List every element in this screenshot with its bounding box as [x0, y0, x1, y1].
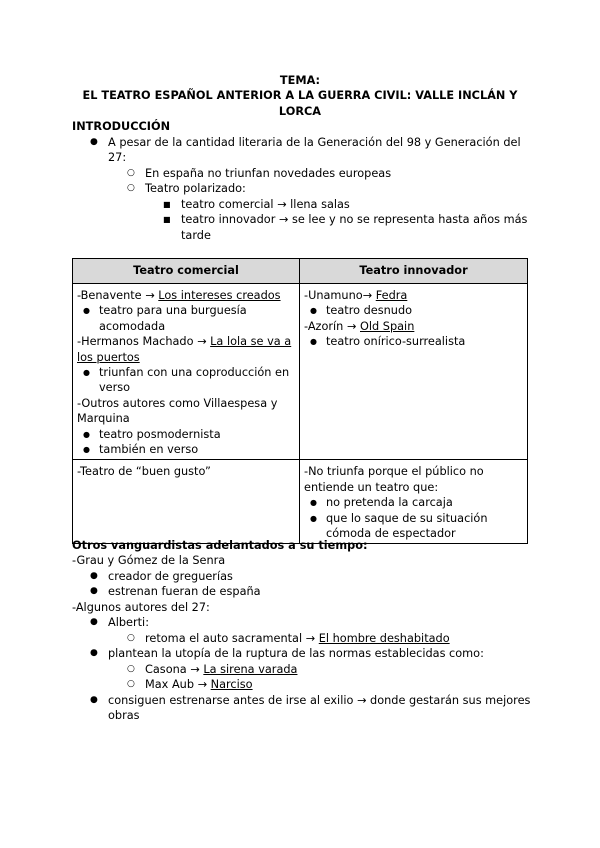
unamuno-work: Fedra: [375, 289, 408, 302]
table-cell-comercial: [73, 284, 300, 460]
doc-title-line1: EL TEATRO ESPAÑOL ANTERIOR A LA GUERRA CIVIL: VALLE INCLÁN Y: [82, 89, 518, 102]
bullet-dot-icon: ●: [310, 498, 317, 508]
unamuno-line: -Unamuno→ Fedra: [304, 289, 408, 302]
bullet-circle-icon: ○: [127, 183, 135, 193]
bullet-circle-icon: ○: [127, 633, 135, 643]
otros-line2: Marquina: [77, 412, 130, 426]
vanguard-alberti-sub: retoma el auto sacramental → El hombre deshabitado: [145, 632, 450, 645]
intro-subsub1: teatro comercial → llena salas: [181, 198, 350, 211]
vanguard-consiguen-line1: consiguen estrenarse antes de irse al exilio → donde gestarán sus mejores: [108, 694, 531, 707]
list-item: ● no pretenda la carcaja: [310, 496, 453, 510]
bullet-dot-icon: ●: [90, 648, 98, 658]
vanguard-g2: estrenan fueran de españa: [108, 585, 261, 598]
vanguard-g1: creador de greguerías: [108, 570, 233, 583]
casona-work: La sirena varada: [203, 663, 298, 676]
bullet-square-icon: ■: [163, 215, 171, 224]
bullet-dot-icon: ●: [83, 444, 90, 454]
machado-work: La lola se va a: [210, 335, 292, 349]
bullet-square-icon: ■: [163, 200, 171, 209]
vanguard-grau: -Grau y Gómez de la Senra: [72, 554, 226, 567]
bullet-dot-icon: ●: [90, 571, 98, 581]
intro-sub2: Teatro polarizado:: [145, 182, 246, 195]
azorin-work: Old Spain: [360, 319, 415, 333]
list-item: ● que lo saque de su situación cómoda de espectador: [310, 511, 488, 540]
bullet-circle-icon: ○: [127, 168, 135, 178]
intro-bullet1-line2: 27:: [108, 151, 127, 164]
bullet-dot-icon: ●: [83, 367, 90, 377]
intro-heading: INTRODUCCIÓN: [72, 120, 171, 133]
list-item: ● teatro posmodernista: [83, 427, 221, 441]
table-row: [73, 460, 528, 544]
table-header-innovador: Teatro innovador: [300, 259, 528, 284]
bullet-circle-icon: ○: [127, 679, 135, 689]
no-triunfa-line1: -No triunfa porque el público no: [304, 465, 484, 479]
table-cell-no-triunfa: [300, 460, 528, 544]
vanguard-heading: Otros vanguardistas adelantados a su tiempo:: [72, 539, 368, 552]
doc-title-line2: LORCA: [278, 105, 322, 118]
machado-work-line2: los puertos: [77, 350, 140, 364]
vanguard-algunos: -Algunos autores del 27:: [72, 601, 210, 614]
list-item: ● teatro onírico-surrealista: [310, 335, 466, 349]
intro-bullet1-line1: A pesar de la cantidad literaria de la Generación del 98 y Generación del: [108, 136, 521, 149]
vanguard-consiguen-line2: obras: [108, 709, 140, 722]
intro-subsub2-line2: tarde: [181, 229, 211, 242]
benavente-work: Los intereses creados: [158, 289, 281, 302]
table-row: [73, 284, 528, 460]
buen-gusto-text: -Teatro de “buen gusto”: [77, 465, 211, 479]
no-triunfa-line2: entiende un teatro que:: [304, 480, 439, 494]
table-cell-innovador: [300, 284, 528, 460]
doc-tema-label: TEMA:: [279, 74, 321, 87]
bullet-dot-icon: ●: [90, 586, 98, 596]
list-item: ● teatro desnudo: [310, 304, 413, 318]
azorin-line: -Azorín → Old Spain: [304, 319, 415, 333]
bullet-dot-icon: ●: [83, 429, 90, 439]
intro-sub1: En españa no triunfan novedades europeas: [145, 167, 392, 180]
vanguard-alberti: Alberti:: [108, 616, 150, 629]
table-header-comercial: Teatro comercial: [73, 259, 300, 284]
aub-work: Narciso: [210, 678, 253, 691]
bullet-dot-icon: ●: [83, 306, 90, 316]
intro-subsub2-line1: teatro innovador → se lee y no se representa hasta años más: [181, 213, 528, 226]
benavente-line: -Benavente → Los intereses creados: [77, 289, 281, 302]
vanguard-plantean: plantean la utopía de la ruptura de las normas establecidas como:: [108, 647, 484, 660]
alberti-work: El hombre deshabitado: [318, 632, 450, 645]
table-header-row: [73, 259, 528, 284]
otros-line1: -Outros autores como Villaespesa y: [77, 396, 278, 410]
list-item: ● teatro para una burguesía acomodada: [83, 304, 247, 333]
bullet-dot-icon: ●: [310, 337, 317, 347]
bullet-dot-icon: ●: [90, 695, 98, 705]
table-cell-buen-gusto: [73, 460, 300, 544]
bullet-circle-icon: ○: [127, 664, 135, 674]
machado-line: -Hermanos Machado → La lola se va a: [77, 335, 292, 349]
bullet-dot-icon: ●: [90, 137, 98, 147]
bullet-dot-icon: ●: [310, 513, 317, 523]
bullet-dot-icon: ●: [90, 617, 98, 627]
vanguard-aub: Max Aub → Narciso: [145, 678, 253, 691]
vanguard-casona: Casona → La sirena varada: [145, 663, 298, 676]
list-item: ● también en verso: [83, 442, 199, 456]
bullet-dot-icon: ●: [310, 306, 317, 316]
theatre-comparison-table: [72, 258, 528, 544]
list-item: ● triunfan con una coproducción en verso: [83, 365, 290, 395]
